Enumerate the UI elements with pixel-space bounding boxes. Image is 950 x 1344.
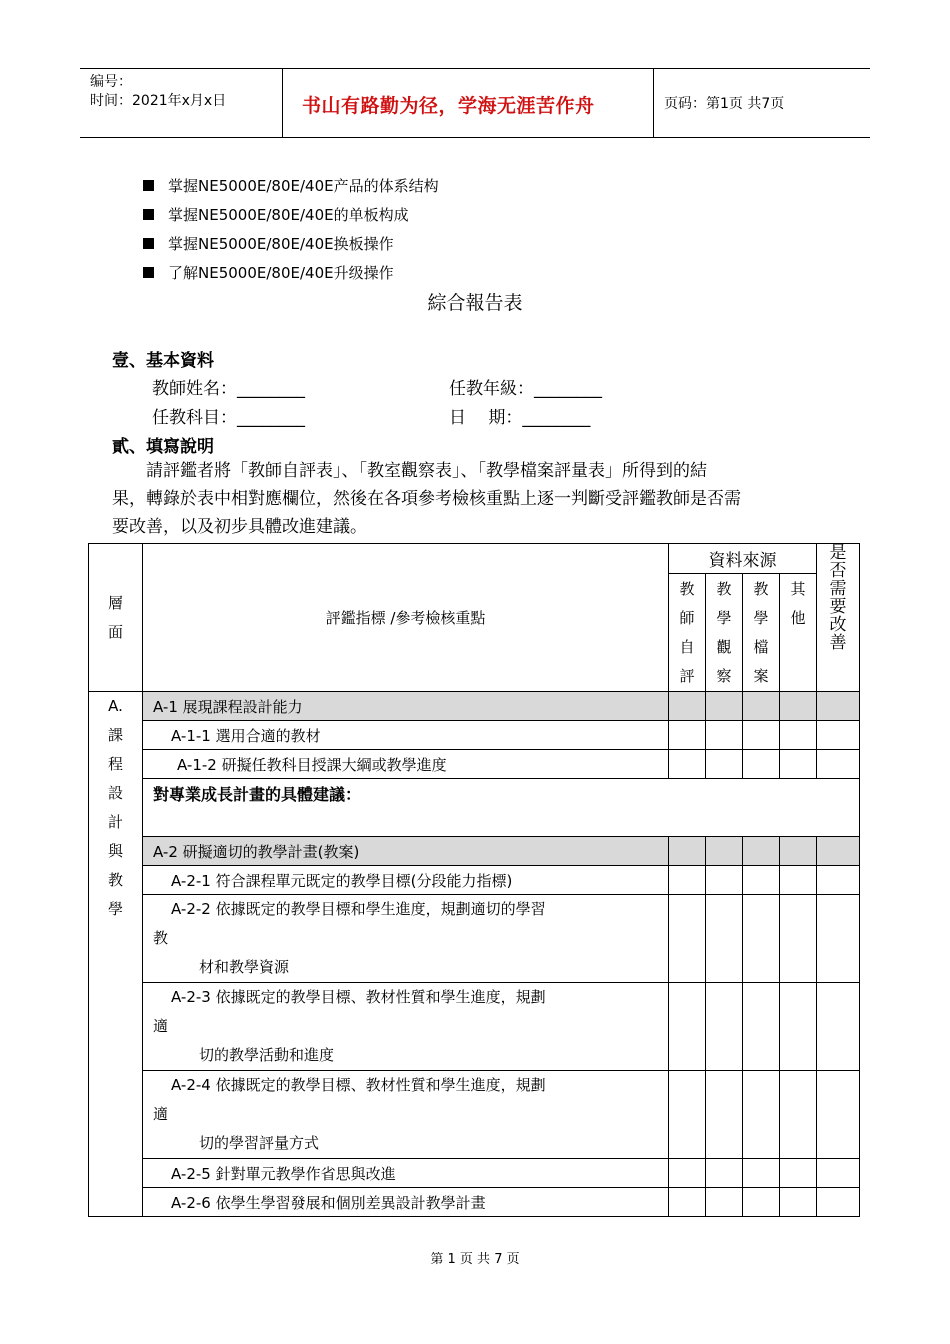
indicator-a1-1: A-1-1 選用合適的教材 (143, 721, 669, 750)
indicator-a2-6: A-2-6 依學生學習發展和個別差異設計教學計畫 (143, 1188, 669, 1217)
check-cell[interactable] (780, 1159, 817, 1188)
check-cell[interactable] (817, 837, 860, 866)
page-footer: 第 1 页 共 7 页 (430, 1252, 520, 1267)
indicator-a2-2: A-2-2 依據既定的教學目標和學生進度，規劃適切的學習 教 材和教學資源 (143, 895, 669, 983)
layer-a-cell: A. 課 程 設 計 與 教 學 (89, 692, 143, 1217)
square-bullet-icon (143, 238, 154, 249)
check-cell[interactable] (817, 1071, 860, 1159)
check-cell[interactable] (669, 1188, 706, 1217)
check-cell[interactable] (743, 983, 780, 1071)
check-cell[interactable] (706, 1188, 743, 1217)
check-cell[interactable] (743, 1071, 780, 1159)
indicator-a1: A-1 展現課程設計能力 (143, 692, 669, 721)
check-cell[interactable] (780, 983, 817, 1071)
check-cell[interactable] (669, 721, 706, 750)
check-cell[interactable] (706, 692, 743, 721)
page-header (80, 68, 870, 138)
page-title: 綜合報告表 (427, 292, 523, 314)
header-page-info: 页码：第1页 共7页 (664, 96, 785, 112)
check-cell[interactable] (817, 721, 860, 750)
section-heading-basic-info: 壹、基本資料 (112, 351, 214, 371)
check-cell[interactable] (706, 895, 743, 983)
source-observation-header: 教 學 觀 察 (706, 574, 743, 692)
square-bullet-icon (143, 267, 154, 278)
check-cell[interactable] (669, 837, 706, 866)
square-bullet-icon (143, 209, 154, 220)
section-heading-instructions: 貳、填寫說明 (112, 437, 214, 457)
indicator-a2-4: A-2-4 依據既定的教學目標、教材性質和學生進度，規劃 適 切的學習評量方式 (143, 1071, 669, 1159)
layer-header: 層 面 (89, 544, 143, 692)
bullet-item: 掌握NE5000E/80E/40E产品的体系结构 (143, 175, 439, 196)
check-cell[interactable] (817, 692, 860, 721)
check-cell[interactable] (817, 983, 860, 1071)
check-cell[interactable] (780, 866, 817, 895)
check-cell[interactable] (817, 895, 860, 983)
check-cell[interactable] (669, 1071, 706, 1159)
improve-needed-header: 是 否 需 要 改 善 (817, 544, 860, 692)
check-cell[interactable] (743, 1159, 780, 1188)
check-cell[interactable] (817, 1159, 860, 1188)
indicator-a1-2: A-1-2 研擬任教科目授課大綱或教學進度 (143, 750, 669, 779)
indicator-header: 評鑑指標 /參考檢核重點 (143, 544, 669, 692)
check-cell[interactable] (669, 750, 706, 779)
check-cell[interactable] (706, 721, 743, 750)
bullet-item: 了解NE5000E/80E/40E升级操作 (143, 262, 394, 283)
document-time: 时间：2021年x月x日 (90, 93, 227, 109)
check-cell[interactable] (743, 837, 780, 866)
header-divider (282, 69, 283, 137)
check-cell[interactable] (706, 837, 743, 866)
indicator-a2: A-2 研擬適切的教學計畫(教案) (143, 837, 669, 866)
check-cell[interactable] (780, 1071, 817, 1159)
check-cell[interactable] (780, 895, 817, 983)
check-cell[interactable] (780, 1188, 817, 1217)
source-self-eval-header: 教 師 自 評 (669, 574, 706, 692)
check-cell[interactable] (743, 692, 780, 721)
check-cell[interactable] (706, 1071, 743, 1159)
check-cell[interactable] (669, 1159, 706, 1188)
data-source-header: 資料來源 (669, 544, 817, 574)
header-motto: 书山有路勤为径，学海无涯苦作舟 (302, 95, 595, 117)
instructions-paragraph: 請評鑑者將「教師自評表」、「教室觀察表」、「教學檔案評量表」所得到的結 果，轉錄於表中相對應欄位，然後在各項參考檢核重點上逐一判斷受評鑑教師是否需 要改善，以及初步具體改進建議。 (112, 461, 741, 537)
teacher-name-field[interactable]: 教師姓名：________ (152, 379, 305, 399)
check-cell[interactable] (669, 895, 706, 983)
grade-field[interactable]: 任教年級：________ (449, 379, 602, 399)
check-cell[interactable] (743, 866, 780, 895)
suggestion-label: 對專業成長計畫的具體建議： (143, 779, 860, 808)
check-cell[interactable] (743, 1188, 780, 1217)
check-cell[interactable] (743, 750, 780, 779)
subject-field[interactable]: 任教科目：________ (152, 408, 305, 428)
check-cell[interactable] (780, 837, 817, 866)
check-cell[interactable] (817, 866, 860, 895)
square-bullet-icon (143, 180, 154, 191)
check-cell[interactable] (706, 866, 743, 895)
check-cell[interactable] (706, 1159, 743, 1188)
suggestion-input[interactable] (143, 808, 860, 837)
document-number: 编号： (90, 74, 132, 90)
indicator-a2-3: A-2-3 依據既定的教學目標、教材性質和學生進度，規劃 適 切的教學活動和進度 (143, 983, 669, 1071)
bullet-item: 掌握NE5000E/80E/40E换板操作 (143, 233, 394, 254)
check-cell[interactable] (780, 692, 817, 721)
header-meta (90, 73, 226, 111)
check-cell[interactable] (743, 895, 780, 983)
check-cell[interactable] (669, 692, 706, 721)
check-cell[interactable] (706, 983, 743, 1071)
source-other-header: 其 他 (780, 574, 817, 692)
check-cell[interactable] (780, 721, 817, 750)
indicator-a2-1: A-2-1 符合課程單元既定的教學目標(分段能力指標) (143, 866, 669, 895)
bullet-item: 掌握NE5000E/80E/40E的单板构成 (143, 204, 409, 225)
indicator-a2-5: A-2-5 針對單元教學作省思與改進 (143, 1159, 669, 1188)
source-portfolio-header: 教 學 檔 案 (743, 574, 780, 692)
date-field[interactable]: 日 期：________ (449, 408, 591, 428)
check-cell[interactable] (780, 750, 817, 779)
evaluation-table (88, 543, 860, 1217)
check-cell[interactable] (669, 983, 706, 1071)
header-divider (653, 69, 654, 137)
check-cell[interactable] (706, 750, 743, 779)
check-cell[interactable] (817, 1188, 860, 1217)
check-cell[interactable] (743, 721, 780, 750)
check-cell[interactable] (669, 866, 706, 895)
check-cell[interactable] (817, 750, 860, 779)
